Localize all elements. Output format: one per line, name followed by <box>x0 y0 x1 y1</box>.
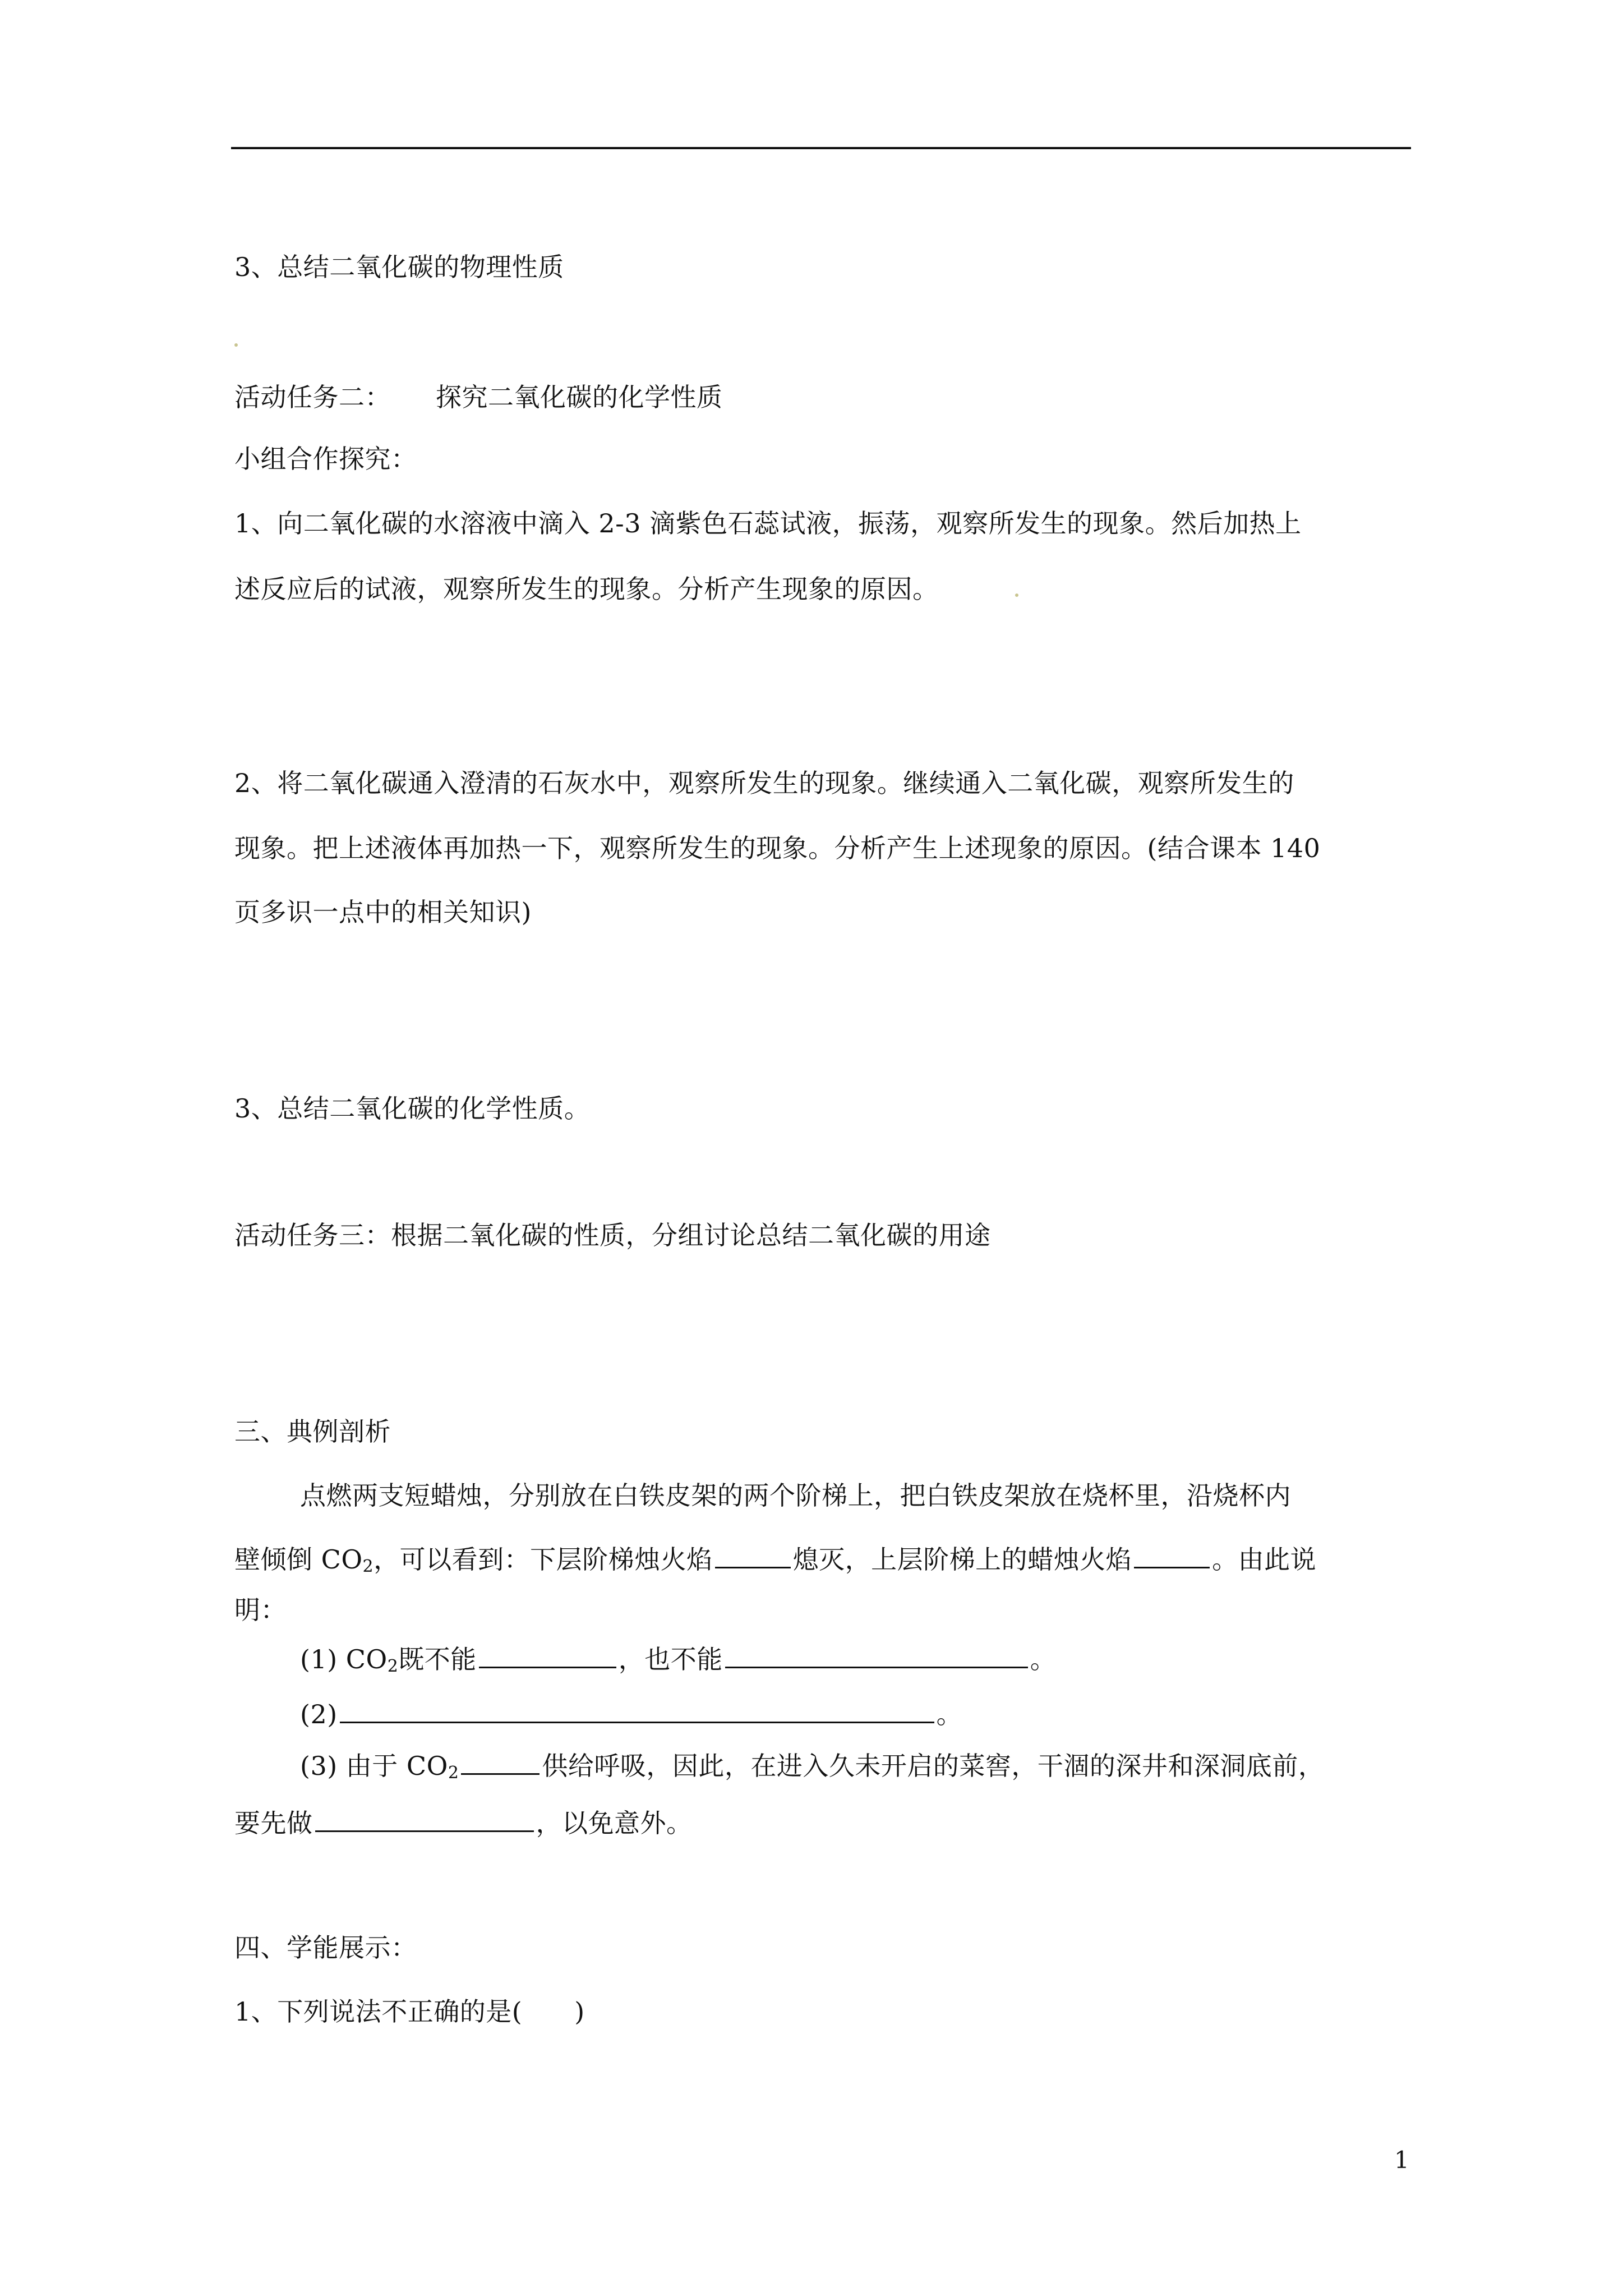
example-heading: 三、典例剖析 <box>234 1416 391 1447</box>
q2-line3: 页多识一点中的相关知识) <box>234 897 532 927</box>
fill-blank[interactable] <box>725 1644 1028 1668</box>
page-number: 1 <box>1394 2146 1409 2174</box>
task2-heading <box>234 381 723 413</box>
item-3-line2: 要先做 ，以免意外。 <box>234 1808 693 1838</box>
q1-line2: 述反应后的试液，观察所发生的现象。分析产生现象的原因。 <box>234 574 939 604</box>
q2-line2: 现象。把上述液体再加热一下，观察所发生的现象。分析产生上述现象的原因。(结合课本 140 <box>234 833 1321 863</box>
q2-line1: 2、将二氧化碳通入澄清的石灰水中，观察所发生的现象。继续通入二氧化碳，观察所发生的 <box>234 768 1294 798</box>
item-3: (3) 由于 $CO_2$ 供给呼吸，因此，在进入久未开启的菜窖，干涸的深井和深洞底前， <box>300 1751 1325 1783</box>
group-label: 小组合作探究： <box>234 444 417 474</box>
item-1: (1) $CO_2$既不能 ，也不能 。 <box>300 1644 1057 1676</box>
fill-blank[interactable] <box>479 1644 616 1668</box>
task2-title: 探究二氧化碳的化学性质 <box>436 382 723 412</box>
fill-blank[interactable] <box>340 1699 934 1723</box>
fill-blank[interactable] <box>461 1751 540 1775</box>
stray-mark <box>1015 593 1018 597</box>
header-rule <box>231 147 1411 149</box>
physical-summary: 3、总结二氧化碳的物理性质 <box>234 252 564 282</box>
fill-blank[interactable] <box>315 1808 534 1832</box>
task2-label: 活动任务二： <box>234 382 391 412</box>
example-line2: 壁倾倒 $CO_2$，可以看到：下层阶梯烛火焰 熄灭，上层阶梯上的蜡烛火焰 。由此说 <box>234 1544 1317 1576</box>
fill-blank[interactable] <box>715 1544 791 1568</box>
q1-line1: 1、向二氧化碳的水溶液中滴入 2-3 滴紫色石蕊试液，振荡，观察所发生的现象。然后加热上 <box>234 508 1302 539</box>
mc-question-1: 1、下列说法不正确的是( ) <box>234 1996 585 2027</box>
show-heading: 四、学能展示： <box>234 1932 417 1963</box>
task3-heading: 活动任务三：根据二氧化碳的性质，分组讨论总结二氧化碳的用途 <box>234 1220 991 1250</box>
example-line1: 点燃两支短蜡烛，分别放在白铁皮架的两个阶梯上，把白铁皮架放在烧杯里，沿烧杯内 <box>300 1480 1291 1511</box>
stray-mark <box>234 343 238 347</box>
example-line3: 明： <box>234 1595 287 1625</box>
chemical-summary: 3、总结二氧化碳的化学性质。 <box>234 1093 591 1124</box>
fill-blank[interactable] <box>1134 1544 1210 1568</box>
item-2: (2) 。 <box>300 1699 963 1729</box>
